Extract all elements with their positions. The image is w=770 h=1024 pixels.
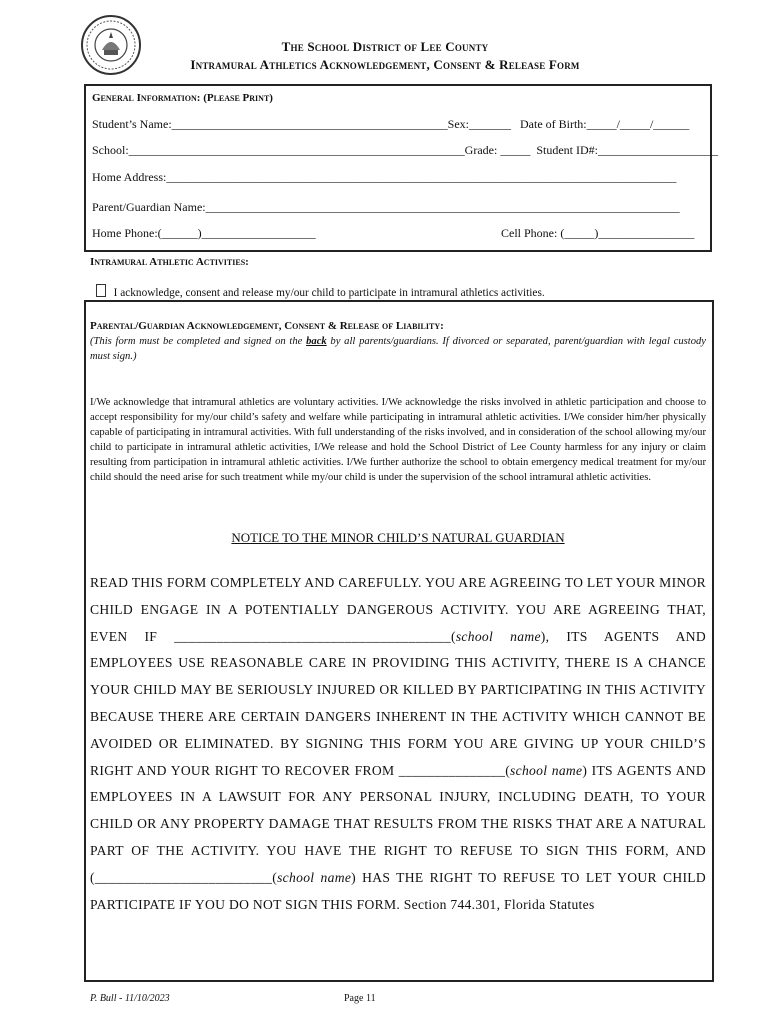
consent-instructions xyxy=(90,335,706,364)
school-field[interactable]: School:________________________________________________________Grade: _____ Student ID#:____________________ xyxy=(92,143,718,157)
notice-title: NOTICE TO THE MINOR CHILD’S NATURAL GUARDIAN xyxy=(231,530,565,545)
consent-body: I/We acknowledge that intramural athletics are voluntary activities. I/We acknowledge the risks involved in athletic participation and choose to accept responsibility for my/our child’s safety and welfare while participating in intramural athletic activities. I/We consider him/her physically capable of participating in intramural activities. With full understanding of the risks involved, and in consideration of the school allowing my/our child to participate in intramural athletic activities, I/We release and hold the School District of Lee County harmless for any injury or claim resulting from participation in intramural athletic activities. I/We further authorize the school to obtain emergency medical treatment for my/our child should the need arise for such treatment while my/our child is under the supervision of the school intramural athletic activities. xyxy=(90,397,706,483)
notice-text-1: READ THIS FORM COMPLETELY AND CAREFULLY. YOU ARE AGREEING TO LET YOUR MINOR CHILD ENGAGE IN A POTENTIALLY DANGEROUS ACTIVITY. YOU ARE AGREEING THAT, EVEN IF _______________________________________( xyxy=(90,575,706,644)
parent-name-field[interactable]: Parent/Guardian Name:_______________________________________________________________________________ xyxy=(92,200,680,214)
home-phone-field[interactable]: Home Phone:(______)___________________ xyxy=(92,226,316,240)
notice-text-4: ) HAS THE RIGHT TO REFUSE TO LET YOUR CHILD PARTICIPATE IF YOU DO NOT SIGN THIS FORM. Section 744.301, Florida Statutes xyxy=(90,869,706,912)
instructions-back-emphasis: back xyxy=(306,336,327,347)
instructions-text-a: (This form must be completed and signed on the xyxy=(90,336,307,347)
general-info-section xyxy=(84,84,718,252)
cell-phone-field[interactable]: Cell Phone: (_____)________________ xyxy=(501,226,695,240)
form-title: Intramural Athletics Acknowledgement, Consent & Release Form xyxy=(190,57,580,72)
consent-checkbox[interactable] xyxy=(96,284,106,297)
home-address-field[interactable]: Home Address:_____________________________________________________________________________________ xyxy=(92,170,677,184)
district-title: The School District of Lee County xyxy=(281,39,489,54)
student-name-field[interactable]: Student’s Name:______________________________________________Sex:_______ Date of Birth:_____/_____/______ xyxy=(92,117,690,131)
school-name-label-3: school name xyxy=(277,869,352,885)
instructions-text-b: by all parents/guardians. If divorced or separated, parent/guardian with legal custody must sign.) xyxy=(90,336,706,362)
school-name-label-2: school name xyxy=(510,762,583,778)
activities-consent-row[interactable] xyxy=(90,272,545,299)
consent-heading: Parental/Guardian Acknowledgement, Consent & Release of Liability: xyxy=(90,320,444,332)
notice-body xyxy=(90,570,706,918)
notice-text-3: ) ITS AGENTS AND EMPLOYEES IN A LAWSUIT FOR ANY PERSONAL INJURY, INCLUDING DEATH, TO YOUR CHILD OR ANY PROPERTY DAMAGE THAT RESULTS FROM THE RISKS THAT ARE A NATURAL PART OF THE ACTIVITY. YOU HAVE THE RIGHT TO REFUSE TO SIGN THIS FORM, AND (_________________________( xyxy=(90,762,707,885)
school-name-label-1: school name xyxy=(455,628,541,644)
activities-checkbox-label: I acknowledge, consent and release my/our child to participate in intramural athletics activities. xyxy=(113,287,545,299)
footer-page-number: Page 11 xyxy=(344,993,376,1004)
notice-text-2: ), ITS AGENTS AND EMPLOYEES USE REASONABLE CARE IN PROVIDING THIS ACTIVITY, THERE IS A CHANCE YOUR CHILD MAY BE SERIOUSLY INJURED OR KILLED BY PARTICIPATING IN THIS ACTIVITY BECAUSE THERE ARE CERTAIN DANGERS INHERENT IN THE ACTIVITY WHICH CANNOT BE AVOIDED OR ELIMINATED. BY SIGNING THIS FORM YOU ARE GIVING UP YOUR CHILD’S RIGHT AND YOUR RIGHT TO RECOVER FROM _______________( xyxy=(90,628,706,778)
general-info-heading: General Information: (Please Print) xyxy=(92,92,273,104)
footer-author: P. Bull - 11/10/2023 xyxy=(90,993,170,1004)
activities-heading: Intramural Athletic Activities: xyxy=(90,256,249,268)
